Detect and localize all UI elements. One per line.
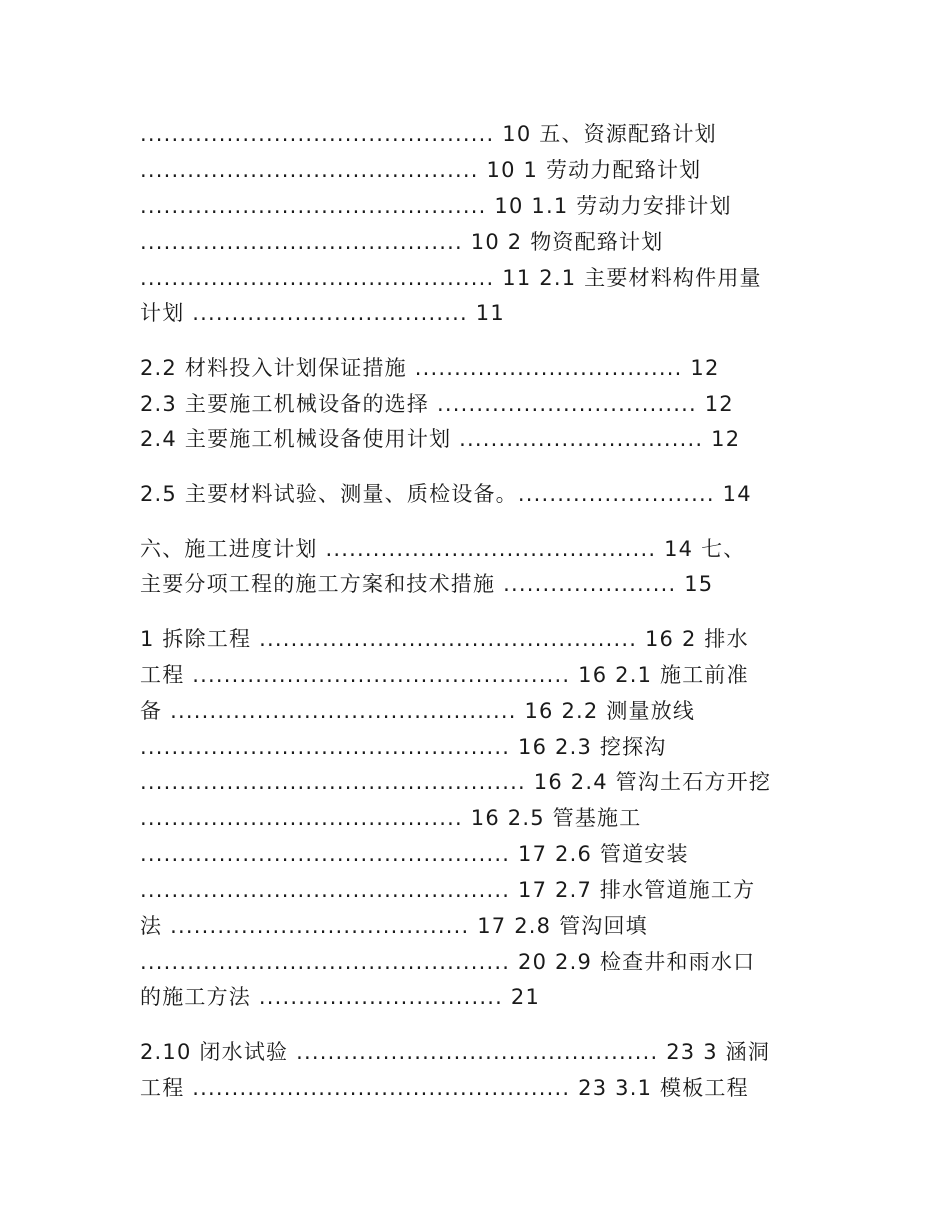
toc-line: 2.3 主要施工机械设备的选择 ................................. 12	[140, 392, 734, 416]
toc-line: 计划 ................................... 11	[140, 301, 505, 325]
toc-line: ............................................... 16 2.3 挖探沟	[140, 735, 667, 759]
toc-line: ............................................. 11 2.1 主要材料构件用量	[140, 266, 762, 290]
toc-line: 2.2 材料投入计划保证措施 .................................. 12	[140, 356, 720, 380]
toc-line: 1 拆除工程 ................................................ 16 2 排水	[140, 627, 749, 651]
toc-line: 的施工方法 ............................... 21	[140, 985, 541, 1009]
toc-line: ............................................... 20 2.9 检查井和雨水口	[140, 950, 756, 974]
toc-line: ......................................... 16 2.5 管基施工	[140, 806, 642, 830]
toc-line: 2.10 闭水试验 .............................................. 23 3 涵洞	[140, 1040, 771, 1064]
toc-line: ............................................. 10 五、资源配臵计划	[140, 122, 717, 146]
toc-line: 2.5 主要材料试验、测量、质检设备。......................... 14	[140, 482, 752, 506]
toc-line: 主要分项工程的施工方案和技术措施 ...................... 15	[140, 572, 714, 596]
toc-line: ............................................... 17 2.7 排水管道施工方	[140, 878, 756, 902]
toc-line: 备 ............................................ 16 2.2 测量放线	[140, 699, 696, 723]
toc-line: ............................................ 10 1.1 劳动力安排计划	[140, 194, 732, 218]
toc-line: ........................................... 10 1 劳动力配臵计划	[140, 158, 702, 182]
toc-line: 2.4 主要施工机械设备使用计划 ............................... 12	[140, 427, 741, 451]
toc-line: ......................................... 10 2 物资配臵计划	[140, 230, 664, 254]
toc-line: ............................................... 17 2.6 管道安装	[140, 842, 689, 866]
toc-line: 工程 ................................................ 23 3.1 模板工程	[140, 1076, 749, 1100]
toc-line: 六、施工进度计划 .......................................... 14 七、	[140, 537, 746, 561]
toc-line: 法 ...................................... 17 2.8 管沟回填	[140, 914, 648, 938]
toc-line: ................................................. 16 2.4 管沟土石方开挖	[140, 770, 772, 794]
toc-line: 工程 ................................................ 16 2.1 施工前准	[140, 663, 749, 687]
